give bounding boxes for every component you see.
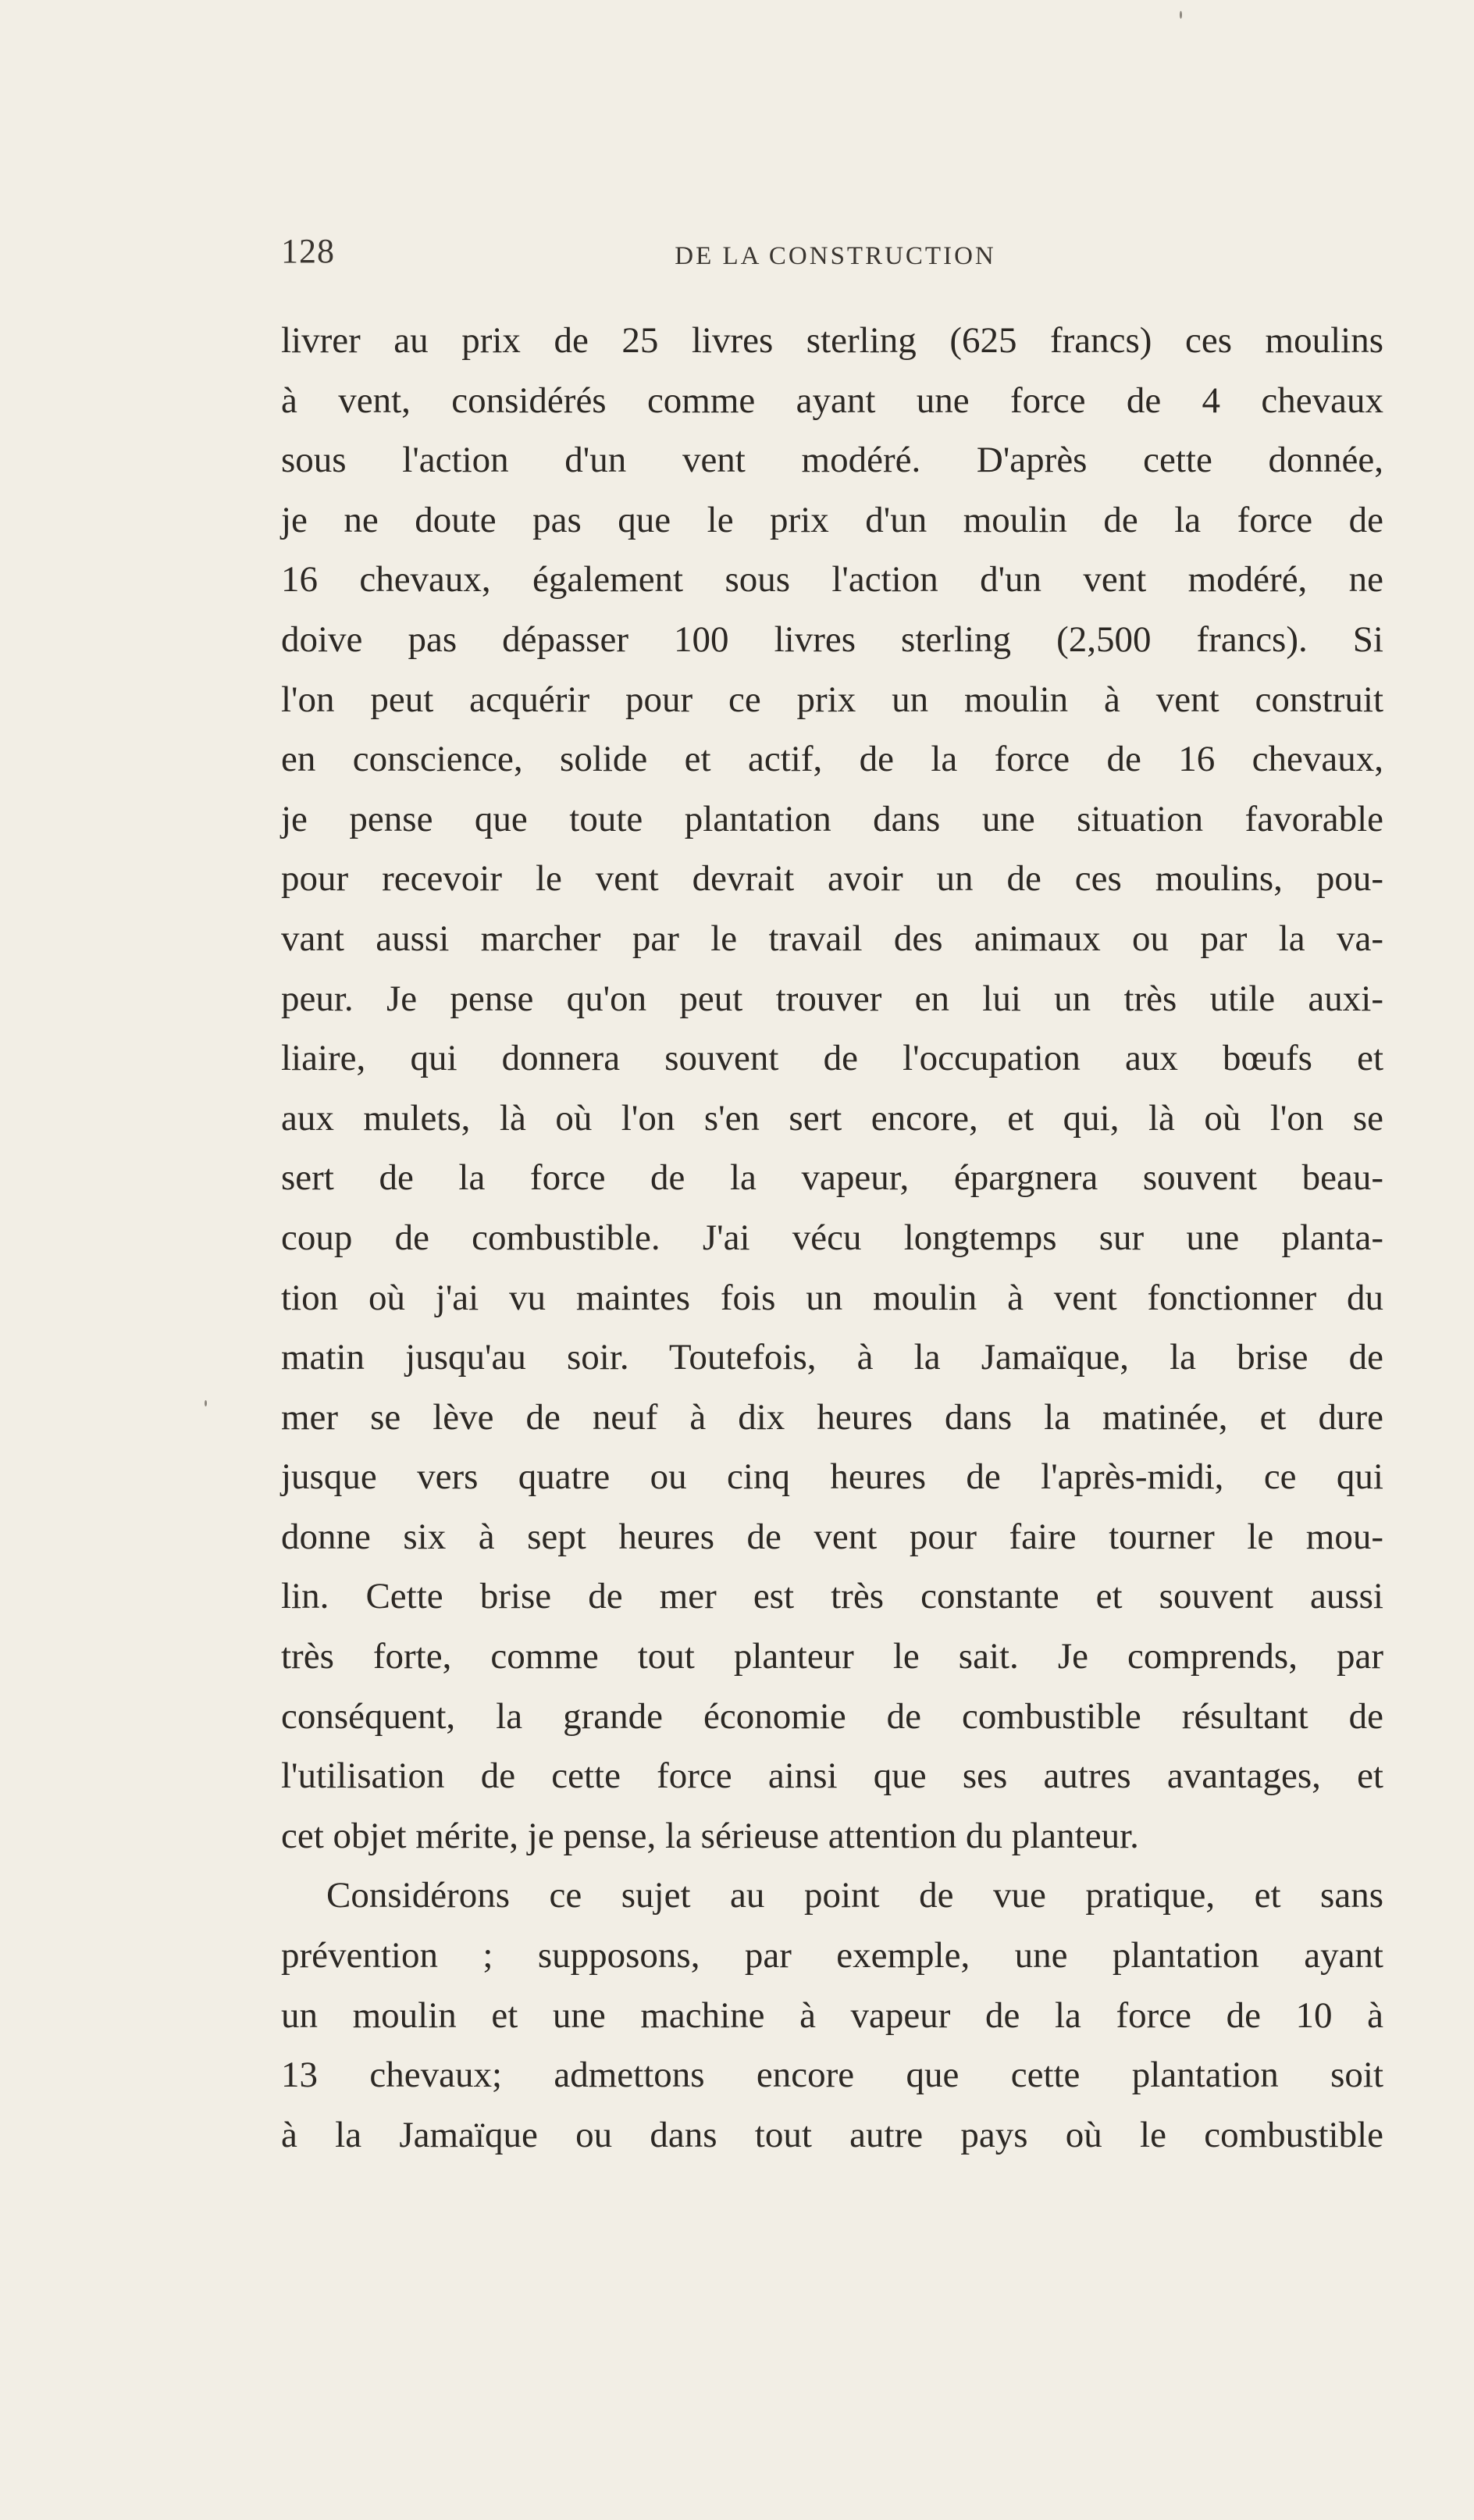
- text-line: en conscience, solide et actif, de la force de 16 chevaux,: [281, 739, 1383, 780]
- text-line: Considérons ce sujet au point de vue pratique, et sans: [326, 1875, 1383, 1916]
- text-line: jusque vers quatre ou cinq heures de l'après-midi, ce qui: [281, 1456, 1383, 1498]
- text-line: à la Jamaïque ou dans tout autre pays où le combustible: [281, 2114, 1383, 2155]
- paper-speck: [205, 1400, 207, 1406]
- text-line: tion où j'ai vu maintes fois un moulin à vent fonctionner du: [281, 1277, 1383, 1318]
- text-line: coup de combustible. J'ai vécu longtemps sur une planta-: [281, 1217, 1383, 1258]
- text-line: sert de la force de la vapeur, épargnera souvent beau-: [281, 1157, 1383, 1199]
- text-line: sous l'action d'un vent modéré. D'après cette donnée,: [281, 440, 1383, 481]
- paper-speck: [1180, 11, 1182, 19]
- text-line: aux mulets, là où l'on s'en sert encore, et qui, là où l'on se: [281, 1097, 1383, 1139]
- text-line: livrer au prix de 25 livres sterling (625 francs) ces moulins: [281, 320, 1383, 361]
- page-header: [281, 231, 1390, 278]
- text-line: mer se lève de neuf à dix heures dans la matinée, et dure: [281, 1396, 1383, 1438]
- text-line: très forte, comme tout planteur le sait. Je comprends, par: [281, 1636, 1383, 1677]
- text-line: l'utilisation de cette force ainsi que ses autres avantages, et: [281, 1755, 1383, 1797]
- text-line: liaire, qui donnera souvent de l'occupation aux bœufs et: [281, 1038, 1383, 1079]
- text-line: matin jusqu'au soir. Toutefois, à la Jamaïque, la brise de: [281, 1337, 1383, 1378]
- text-line: prévention ; supposons, par exemple, une plantation ayant: [281, 1935, 1383, 1976]
- text-line: l'on peut acquérir pour ce prix un moulin à vent construit: [281, 679, 1383, 720]
- text-line: donne six à sept heures de vent pour faire tourner le mou-: [281, 1516, 1383, 1557]
- text-line: cet objet mérite, je pense, la sérieuse attention du planteur.: [281, 1815, 1139, 1856]
- text-line: je pense que toute plantation dans une situation favorable: [281, 798, 1383, 839]
- page-number: 128: [281, 232, 335, 270]
- text-line: doive pas dépasser 100 livres sterling (2,500 francs). Si: [281, 618, 1383, 660]
- text-line: vant aussi marcher par le travail des animaux ou par la va-: [281, 918, 1383, 959]
- text-line: un moulin et une machine à vapeur de la force de 10 à: [281, 1994, 1383, 2036]
- text-line: je ne doute pas que le prix d'un moulin de la force de: [281, 499, 1383, 540]
- text-line: 13 chevaux; admettons encore que cette plantation soit: [281, 2055, 1383, 2096]
- text-line: peur. Je pense qu'on peut trouver en lui un très utile auxi-: [281, 978, 1383, 1019]
- text-line: lin. Cette brise de mer est très constante et souvent aussi: [281, 1576, 1383, 1617]
- body-text: [281, 311, 1383, 2165]
- text-line: conséquent, la grande économie de combustible résultant de: [281, 1695, 1383, 1737]
- text-line: pour recevoir le vent devrait avoir un de ces moulins, pou-: [281, 858, 1383, 900]
- text-line: à vent, considérés comme ayant une force de 4 chevaux: [281, 380, 1383, 421]
- text-line: 16 chevaux, également sous l'action d'un vent modéré, ne: [281, 559, 1383, 601]
- running-title: DE LA CONSTRUCTION: [675, 242, 996, 270]
